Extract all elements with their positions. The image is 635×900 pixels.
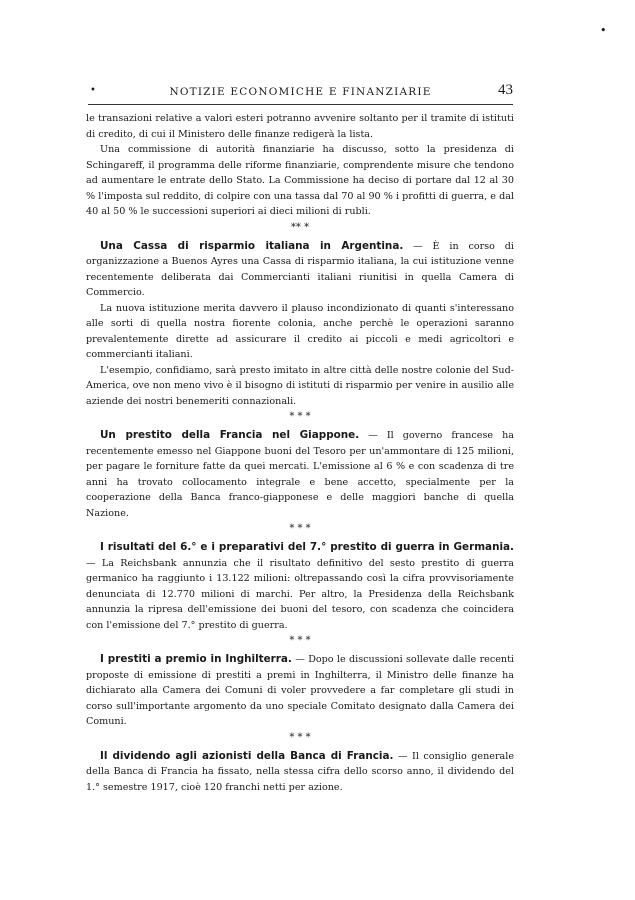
page-number: 43 (498, 82, 513, 98)
article-paragraph: La nuova istituzione merita davvero il plauso incondizionato di quanti s'interessano alle sorti di quella nostra fiorente colonia, anche perchè le operazioni saranno prevalentemente dirette ad assicurare il credito ai piccoli e medi agricoltori e commercianti italiani. (86, 302, 514, 360)
asterism-bottom: * * (295, 221, 310, 233)
article-heading: I risultati del 6.° e i preparativi del 7.° prestito di guerra in Germania. (100, 541, 514, 553)
article-lead: — È in corso di organizzazione a Buenos Ayres una Cassa di risparmio italiana, la cui istituzione venne recentemente deliberata dai Commercianti italiani riunitisi in quella Camera di Commercio. (86, 240, 514, 298)
asterism-top: * (289, 523, 295, 534)
article-heading: Un prestito della Francia nel Giappone. (100, 429, 360, 441)
article-lead: — La Reichsbank annunzia che il risultato definitivo del sesto prestito di guerra germanico ha raggiunto i 13.122 milioni: oltrepassando così la cifra provvisoriamente denunciata di 12.770 milioni di marchi. Per altro, la Presidenza della Reichsbank annunzia la ripresa dell'emissione dei buoni del tesoro, con scadenza che coincidera con l'emissione del 7.° prestito di guerra. (86, 557, 514, 631)
article-paragraph (86, 540, 514, 633)
article-cassa-argentina (86, 239, 514, 410)
asterism-bottom: * * (297, 411, 311, 422)
asterism-top: * (290, 221, 296, 233)
article-prestito-giappone (86, 428, 514, 521)
asterism-separator (86, 522, 514, 536)
article-lead: — Il consiglio generale della Banca di Francia ha fissato, nella stessa cifra dello scorso anno, il dividendo del 1.° semestre 1917, cioè 120 franchi netti per azione. (86, 750, 514, 793)
asterism-bottom: * * (297, 523, 311, 534)
asterism-separator (86, 731, 514, 745)
header-mark: • (90, 85, 96, 96)
page-content (86, 111, 514, 795)
asterism-bottom: * * (297, 635, 311, 646)
intro-paragraph-2: Una commissione di autorità finanziarie ha discusso, sotto la presidenza di Schingareff, il programma delle riforme finanziarie, comprendente misure che tendono ad aumentare le entrate dello Stato. La Commissione ha deciso di portare dal 12 al 30 % l'imposta sul reddito, di colpire con una tassa dal 70 al 90 % i profitti di guerra, e dal 40 al 50 % le successioni superiori ai dieci milioni di rubli. (86, 144, 514, 217)
article-paragraph (86, 428, 514, 521)
asterism-top: * (289, 731, 295, 743)
corner-dot: • (600, 24, 607, 37)
asterism-bottom: * * (297, 731, 311, 743)
article-prestiti-inghilterra (86, 652, 514, 730)
asterism-separator (86, 221, 514, 235)
article-paragraph: L'esempio, confidiamo, sarà presto imitato in altre città delle nostre colonie del Sud-America, ove non meno vivo è il bisogno di istituti di risparmio per venire in ausilio alle aziende dei nostri benemeriti connazionali. (86, 364, 514, 407)
article-paragraph (86, 652, 514, 730)
article-lead: — Il governo francese ha recentemente emesso nel Giappone buoni del Tesoro per un'ammontare di 125 milioni, per pagare le forniture fatte da quei mercati. L'emissione al 6 % e con scadenza di tre anni ha trovato collocamento integrale e bene accetto, specialmente per la cooperazione della Banca franco-giapponese e delle maggiori banche di quella Nazione. (86, 430, 514, 519)
asterism-top: * (289, 635, 295, 646)
article-heading: I prestiti a premio in Inghilterra. (100, 653, 292, 665)
article-banca-francia (86, 749, 514, 796)
asterism-top: * (289, 411, 295, 422)
article-paragraph (86, 749, 514, 796)
asterism-separator (86, 634, 514, 648)
article-prestito-germania (86, 540, 514, 633)
article-heading: Una Cassa di risparmio italiana in Argentina. (100, 239, 404, 252)
header-title: NOTIZIE ECONOMICHE E FINANZIARIE (169, 86, 432, 98)
asterism-separator (86, 410, 514, 424)
running-header (88, 84, 513, 105)
article-heading: Il dividendo agli azionisti della Banca di Francia. (100, 749, 394, 762)
intro-paragraph-1: le transazioni relative a valori esteri potranno avvenire soltanto per il tramite di istituti di credito, di cui il Ministero delle finanze redigerà la lista. (86, 113, 514, 140)
article-lead: — Dopo le discussioni sollevate dalle recenti proposte di emissione di prestiti a premi in Inghilterra, il Ministro delle finanze ha dichiarato alla Camera dei Comuni di voler provvedere a far completare gli studi in corso sull'importante argomento da uno speciale Comitato designato dalla Camera dei Comuni. (86, 654, 514, 727)
article-paragraph (86, 239, 514, 301)
